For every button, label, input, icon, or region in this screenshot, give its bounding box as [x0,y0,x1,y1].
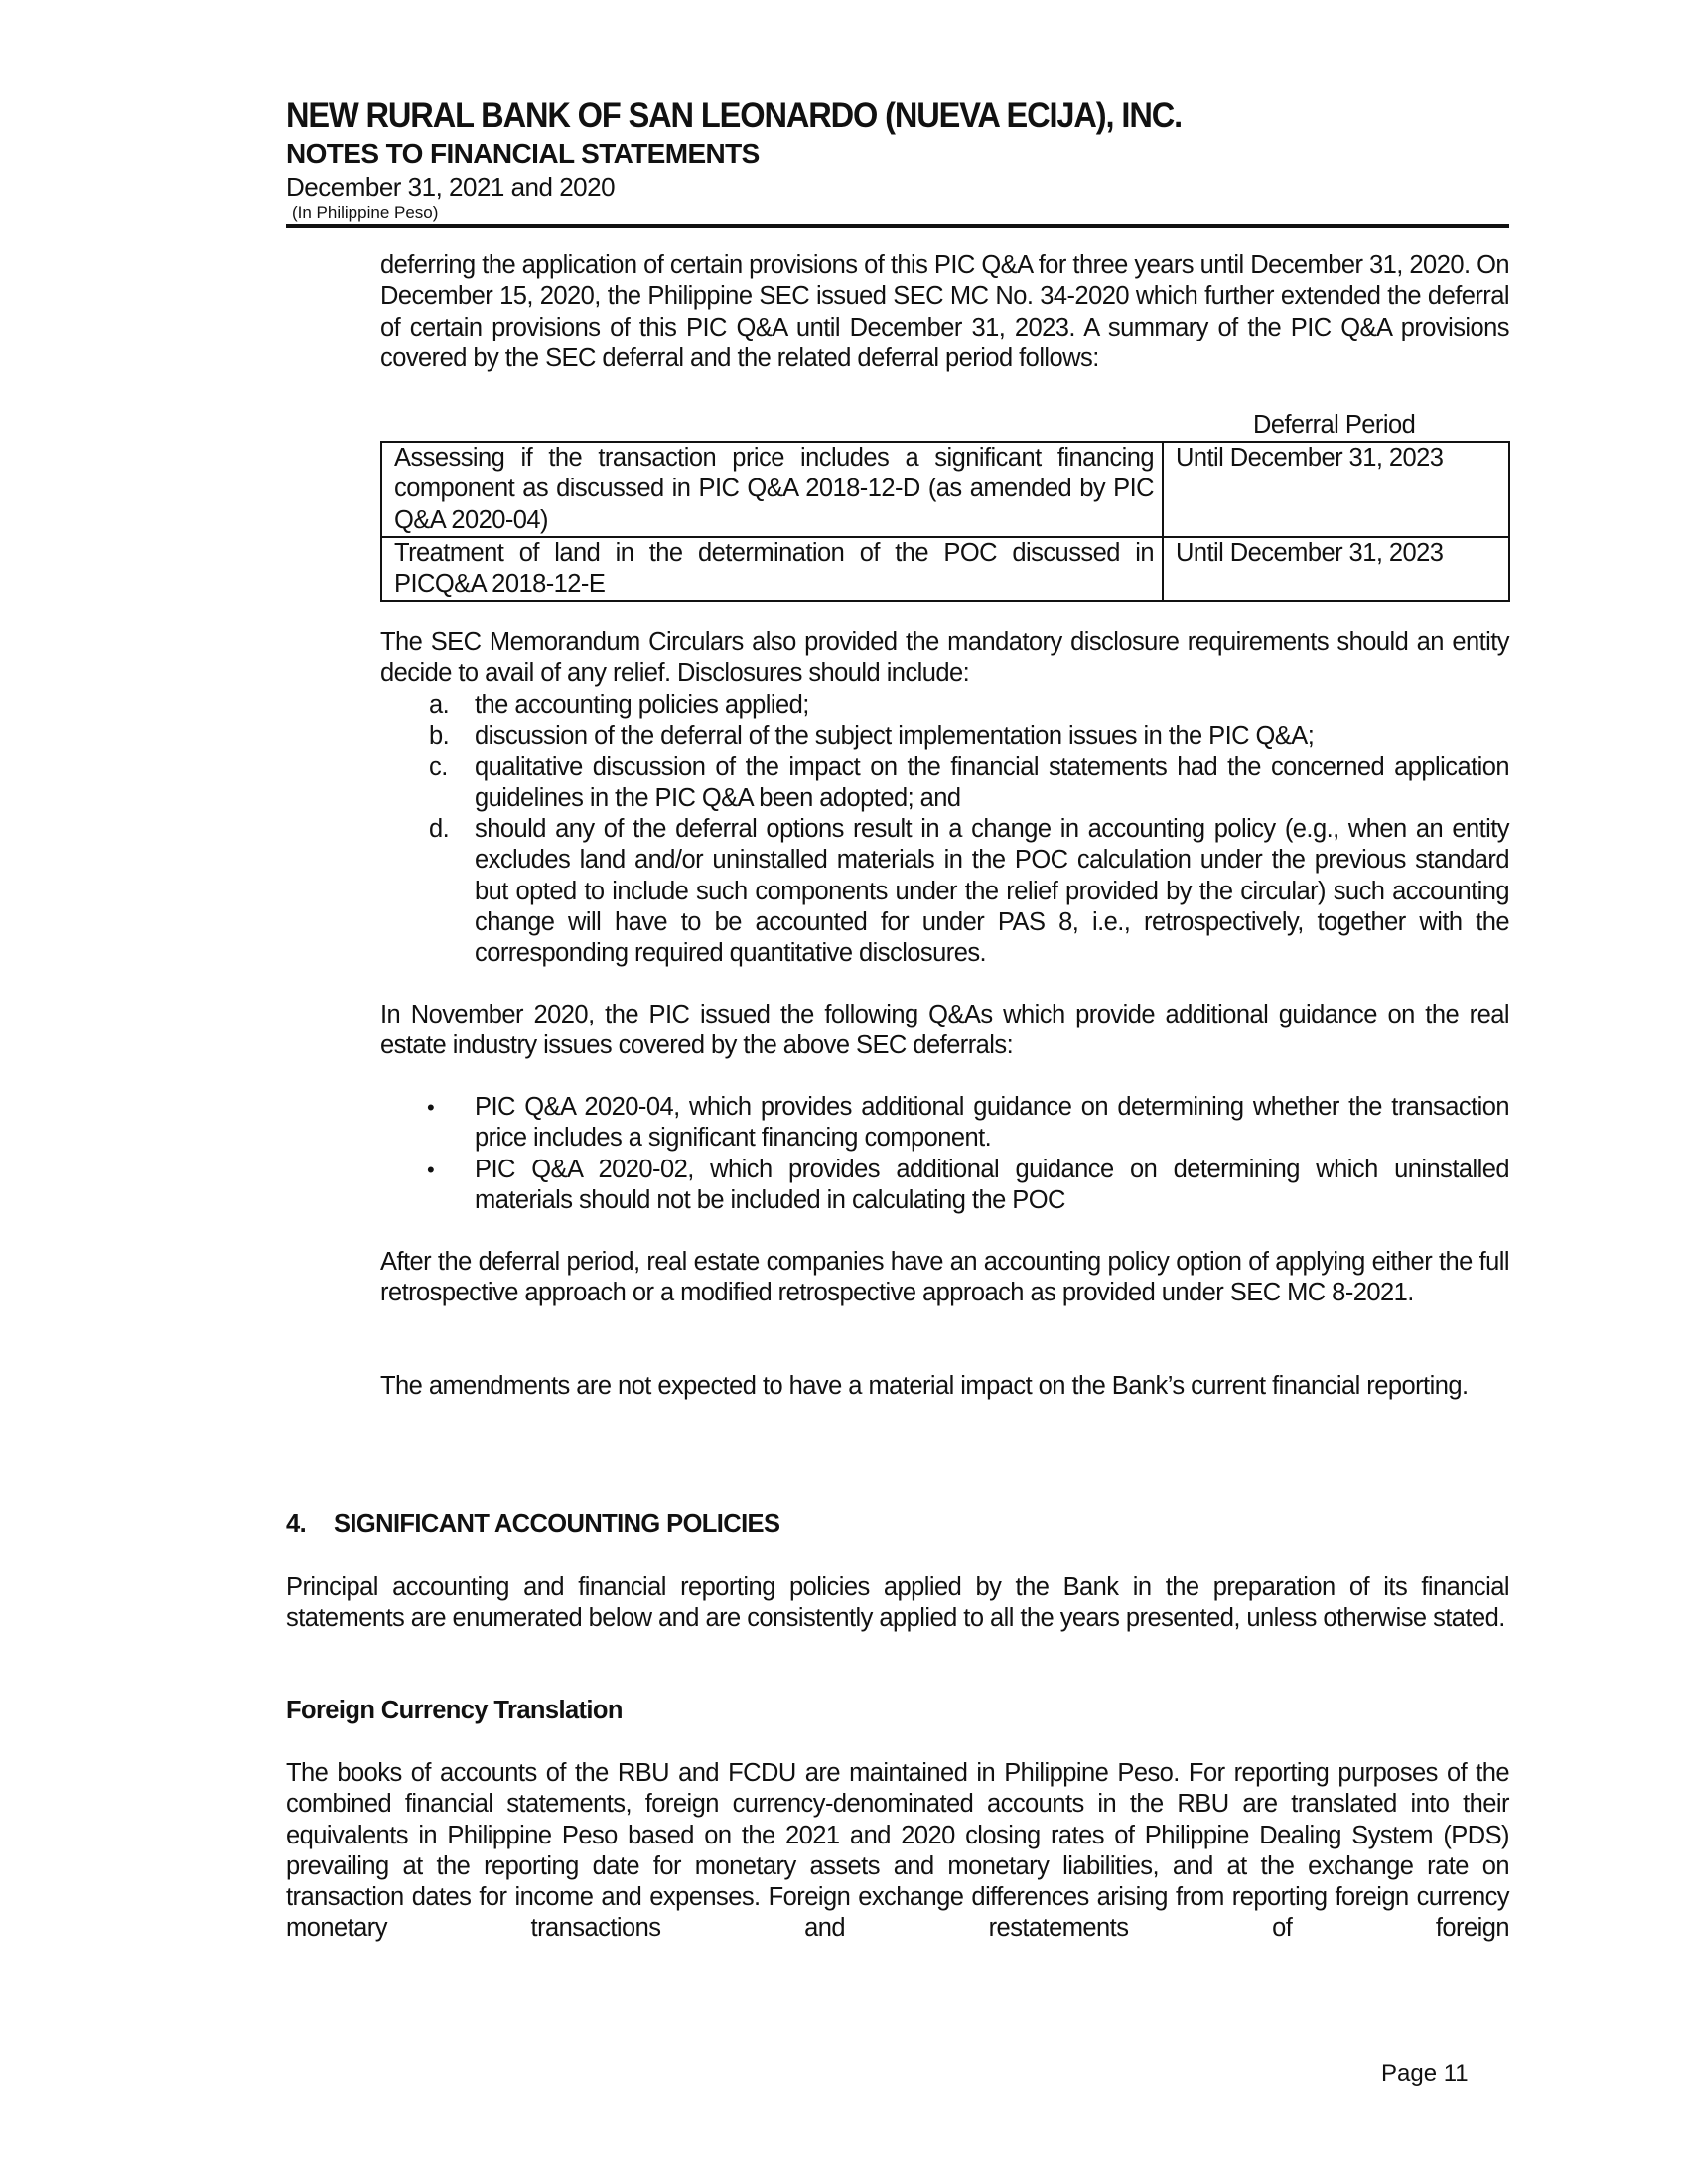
list-item-text: discussion of the deferral of the subject implementation issues in the PIC Q&A; [475,722,1315,751]
list-item-text: PIC Q&A 2020-02, which provides additional guidance on determining which uninstalled materials should not be included in calculating the POC [475,1155,1509,1214]
amendments-paragraph: The amendments are not expected to have a material impact on the Bank’s current financial reporting. [380,1372,1469,1400]
list-marker: b. [429,722,450,751]
list-item [380,814,1509,969]
disclosure-paragraph: The SEC Memorandum Circulars also provided the mandatory disclosure requirements should an entity decide to avail of any relief. Disclosures should include: [380,628,1509,688]
section-intro-paragraph: Principal accounting and financial reporting policies applied by the Bank in the preparation of its financial statements are enumerated below and are consistently applied to all the years presented, unless otherwise stated. [286,1573,1509,1633]
list-marker: a. [429,691,450,719]
header-divider [286,224,1509,228]
disclosure-list [380,690,1509,970]
list-item [380,752,1509,815]
subsection-heading: Foreign Currency Translation [286,1697,623,1724]
bullet-icon: • [427,1157,435,1182]
provision-cell: Assessing if the transaction price includes a significant financing component as discussed in PIC Q&A 2018-12-D (as amended by PIC Q&A 2020-04) [381,442,1163,537]
deferral-period-cell: Until December 31, 2023 [1163,442,1509,537]
list-item-text: should any of the deferral options result in a change in accounting policy (e.g., when an entity excludes land and/or uninstalled materials in the POC calculation under the previous standard but opted to include such components under the relief provided by the circular) such accounting change will have to be accounted for under PAS 8, i.e., retrospectively, together with the corresponding required quantitative disclosures. [475,815,1509,968]
currency-note: (In Philippine Peso) [292,204,439,222]
table-row [381,442,1509,537]
list-marker: c. [429,752,448,781]
list-item [380,690,1509,721]
document-subtitle: NOTES TO FINANCIAL STATEMENTS [286,138,760,169]
after-deferral-paragraph: After the deferral period, real estate companies have an accounting policy option of applying either the full retrospective approach or a modified retrospective approach as provided under SEC MC 8-2021. [380,1248,1509,1307]
list-item [380,1155,1509,1217]
table-row [381,537,1509,602]
section-heading [286,1509,779,1539]
section-number: 4. [286,1510,307,1538]
intro-paragraph: deferring the application of certain provisions of this PIC Q&A for three years until December 31, 2020. On December 15, 2020, the Philippine SEC issued SEC MC No. 34-2020 which further extended the deferral of certain provisions of this PIC Q&A until December 31, 2023. A summary of the PIC Q&A provisions covered by the SEC deferral and the related deferral period follows: [380,251,1509,372]
deferral-period-header: Deferral Period [1253,411,1416,439]
list-item-text: the accounting policies applied; [475,691,809,719]
provision-cell: Treatment of land in the determination of the POC discussed in PICQ&A 2018-12-E [381,537,1163,602]
list-item-text: qualitative discussion of the impact on the financial statements had the concerned application guidelines in the PIC Q&A been adopted; and [475,752,1509,812]
deferral-table [380,441,1510,602]
list-item [380,721,1509,751]
deferral-period-cell: Until December 31, 2023 [1163,537,1509,602]
page-header [286,95,1509,224]
company-name: NEW RURAL BANK OF SAN LEONARDO (NUEVA ECIJA), INC. [286,96,1183,135]
guidance-list [380,1092,1509,1216]
list-item [380,1092,1509,1155]
list-item-text: PIC Q&A 2020-04, which provides additional guidance on determining whether the transaction price includes a significant financing component. [475,1093,1509,1153]
november-paragraph: In November 2020, the PIC issued the following Q&As which provide additional guidance on the real estate industry issues covered by the above SEC deferrals: [380,1001,1509,1060]
page-number: Page 11 [1381,2060,1469,2087]
reporting-period: December 31, 2021 and 2020 [286,172,616,202]
section-title: SIGNIFICANT ACCOUNTING POLICIES [334,1510,780,1538]
bullet-icon: • [427,1095,435,1120]
fx-paragraph: The books of accounts of the RBU and FCDU are maintained in Philippine Peso. For reporting purposes of the combined financial statements, foreign currency-denominated accounts in the RBU are translated into their equivalents in Philippine Peso based on the 2021 and 2020 closing rates of Philippine Dealing System (PDS) prevailing at the reporting date for monetary assets and monetary liabilities, and at the exchange rate on transaction dates for income and expenses. Foreign exchange differences arising from reporting foreign currency monetary transactions and restatements of foreign [286,1759,1509,1943]
list-marker: d. [429,815,450,844]
